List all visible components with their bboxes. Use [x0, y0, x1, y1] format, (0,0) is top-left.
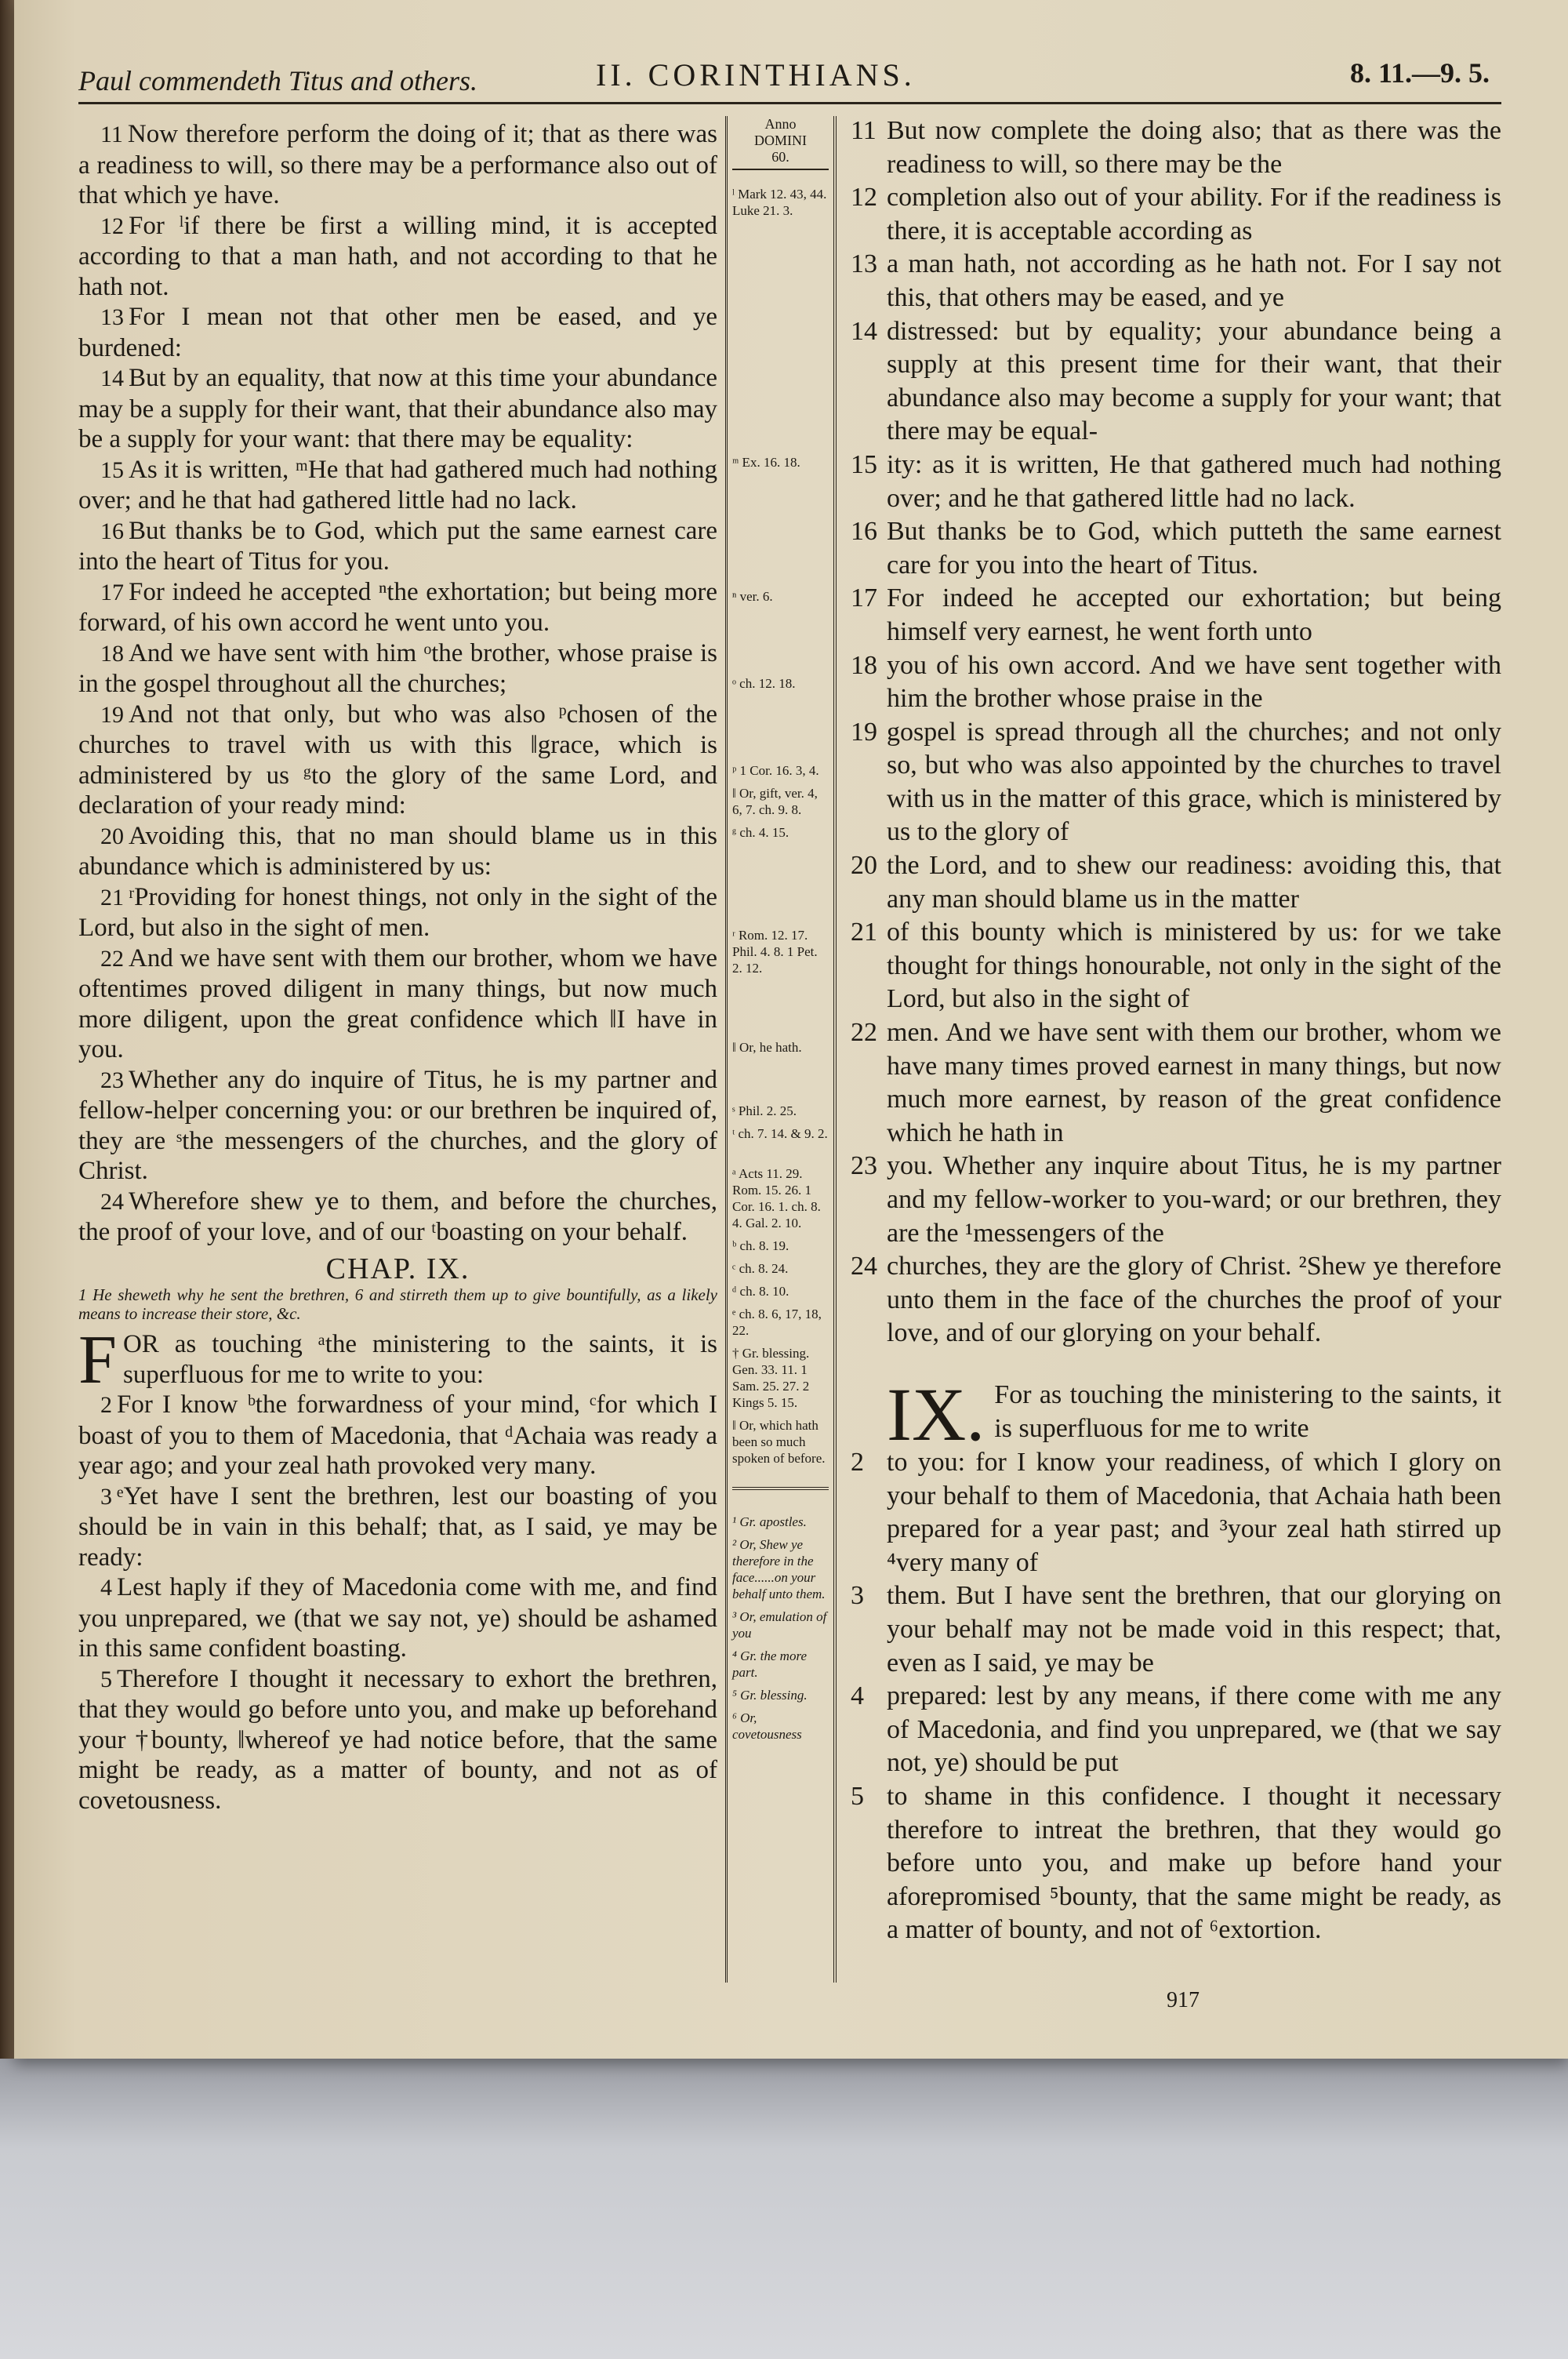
verse-14: [78, 363, 717, 455]
verse-text: you of his own accord. And we have sent together with him the brother whose praise in the: [887, 650, 1501, 714]
table-surface: [0, 2059, 1568, 2359]
verse-text: For I mean not that other men be eased, and ye burdened:: [78, 303, 717, 362]
verse-23: [78, 1065, 717, 1187]
verse-number: 23: [851, 1151, 877, 1181]
chapter-summary: 1 He sheweth why he sent the brethren, 6 and stirreth them up to give bountifully, as a likely means to increase their store, &c.: [78, 1285, 717, 1323]
verse-text: Now therefore perform the doing of it; that as there was a readiness to will, so there may be a performance also out of that which ye have.: [78, 120, 717, 209]
verse-3: [78, 1481, 717, 1573]
page-number: 917: [1167, 1988, 1200, 2012]
verse-15: [78, 455, 717, 516]
verse-text: But by an equality, that now at this time your abundance may be a supply for their want, that their abundance also may be a supply for your want: that there may be equality:: [78, 364, 717, 453]
verse-text: And we have sent with them our brother, whom we have oftentimes proved diligent in many things, but now much more diligent, upon the great confidence which ‖I have in you.: [78, 943, 717, 1063]
verse-text: distressed: but by equality; your abundance being a supply at this present time for their want, that their abundance also may become a supply for your want; that there may be equal-: [887, 316, 1501, 446]
verse-1: [851, 1379, 1501, 1446]
running-head-title: II. CORINTHIANS.: [596, 57, 916, 93]
margin-reference: ᵈ ch. 8. 10.: [732, 1284, 789, 1299]
verse-number: 4: [100, 1575, 112, 1601]
verse-text: churches, they are the glory of Christ. ²Shew ye therefore unto them in the face of the churches the proof of your love, and of our glorying on your behalf.: [887, 1252, 1501, 1348]
verse-14: [851, 315, 1501, 449]
verse-text: gospel is spread through all the churches; and not only so, but who was also appointed by the churches to travel with us in the matter of this grace, which is ministered by us to the glory of: [887, 717, 1501, 847]
verse-16: [851, 515, 1501, 582]
margin-reference: ‖ Or, gift, ver. 4, 6, 7. ch. 9. 8.: [732, 786, 818, 817]
verse-text: But thanks be to God, which put the same earnest care into the heart of Titus for you.: [78, 516, 717, 576]
footnote: ⁴ Gr. the more part.: [732, 1648, 807, 1680]
verse-text: For ˡif there be first a willing mind, it is accepted according to that a man hath, and not according to that he hath not.: [78, 211, 717, 301]
verse-11: [78, 119, 717, 211]
verse-text: Therefore I thought it necessary to exhort the brethren, that they would go before unto you, and make up beforehand your †bounty, ‖whereof ye had notice before, that the same might be ready, as a matter of bounty, and not as of covetousness.: [78, 1664, 717, 1815]
verse-text: But thanks be to God, which putteth the same earnest care for you into the heart of Titus.: [887, 517, 1501, 580]
year-label: 60.: [771, 149, 789, 165]
verse-11: [851, 114, 1501, 181]
verse-number: 17: [851, 583, 877, 613]
verse-23: [851, 1150, 1501, 1250]
verse-text: a man hath, not according as he hath not. For I say not this, that others may be eased, and ye: [887, 249, 1501, 312]
verse-4: [851, 1680, 1501, 1780]
margin-reference: ᵗ ch. 7. 14. & 9. 2.: [732, 1126, 828, 1141]
verse-text: ity: as it is written, He that gathered much had nothing over; and he that gathered little had no lack.: [887, 449, 1501, 513]
verse-number: 23: [100, 1067, 124, 1093]
verse-16: [78, 516, 717, 577]
verse-21: [851, 916, 1501, 1016]
verse-text: Whether any do inquire of Titus, he is my partner and fellow-helper concerning you: or our brethren be inquired of, they are ˢthe messengers of the churches, and the glory of Christ.: [78, 1065, 717, 1185]
margin-reference: ˢ Phil. 2. 25.: [732, 1103, 797, 1118]
verse-number: 17: [100, 579, 124, 605]
verse-text: you. Whether any inquire about Titus, he is my partner and my fellow-worker to you-ward; or our brethren, they are the ¹messengers of the: [887, 1151, 1501, 1248]
verse-20: [851, 849, 1501, 916]
verse-text: of this bounty which is ministered by us: for we take thought for things honourable, not only in the sight of the Lord, but also in the sight of: [887, 918, 1501, 1014]
chapter-heading: CHAP. IX.: [325, 1252, 470, 1285]
verse-number: 14: [100, 365, 124, 391]
verse-4: [78, 1572, 717, 1664]
verse-number: 14: [851, 316, 877, 346]
verse-5: [78, 1664, 717, 1816]
verse-text: to you: for I know your readiness, of which I glory on your behalf to them of Macedonia, that Achaia hath been prepared for a year past; and ³your zeal hath stirred up ⁴very many of: [887, 1447, 1501, 1577]
verse-number: 13: [851, 249, 877, 279]
verse-24: [851, 1250, 1501, 1350]
verse-text: For I know ᵇthe forwardness of your mind, ᶜfor which I boast of you to them of Macedonia, that ᵈAchaia was ready a year ago; and your zeal hath provoked very many.: [78, 1390, 717, 1480]
verse-22: [851, 1016, 1501, 1150]
margin-reference: ⁿ ver. 6.: [732, 589, 773, 604]
margin-reference: ᵉ ch. 8. 6, 17, 18, 22.: [732, 1307, 822, 1338]
verse-number: 22: [851, 1018, 877, 1048]
verse-number: 5: [100, 1666, 112, 1692]
verse-number: 24: [100, 1188, 124, 1215]
chapter-numeral: IX.: [887, 1378, 985, 1446]
verse-19: [78, 700, 717, 821]
verse-text: For indeed he accepted our exhortation; but being himself very earnest, he went forth unto: [887, 583, 1501, 646]
verse-text: And not that only, but who was also ᵖchosen of the churches to travel with us with this ‖grace, which is administered by us ᵍto the glory of the same Lord, and declaration of your ready mind:: [78, 700, 717, 820]
margin-reference: † Gr. blessing. Gen. 33. 11. 1 Sam. 25. 27. 2 Kings 5. 15.: [732, 1346, 810, 1410]
left-column-kjv: [78, 119, 717, 1986]
verse-number: 16: [100, 518, 124, 544]
verse-number: 21: [100, 884, 124, 911]
verse-number: 19: [851, 717, 877, 747]
verse-number: 12: [851, 183, 877, 213]
verse-number: 18: [851, 650, 877, 680]
verse-text: Avoiding this, that no man should blame us in this abundance which is administered by us:: [78, 821, 717, 881]
verse-1: [78, 1329, 717, 1390]
footnote: ⁶ Or, covetousness: [732, 1710, 802, 1742]
verse-number: 24: [851, 1252, 877, 1281]
margin-reference: ʳ Rom. 12. 17. Phil. 4. 8. 1 Pet. 2. 12.: [732, 928, 818, 976]
verse-13: [78, 302, 717, 363]
verse-text: to shame in this confidence. I thought it necessary therefore to intreat the brethren, that they would go before unto you, and make up before hand your aforepromised ⁵bounty, that the same might be ready, as a matter of bounty, and not of ⁶extortion.: [887, 1781, 1501, 1945]
margin-references: [725, 116, 837, 1983]
margin-reference: ˡ Mark 12. 43, 44. Luke 21. 3.: [732, 187, 827, 218]
running-head-left: Paul commendeth Titus and others.: [78, 65, 477, 96]
verse-number: 5: [851, 1781, 864, 1811]
verse-number: 21: [851, 918, 877, 947]
verse-18: [851, 649, 1501, 716]
margin-reference: ᵒ ch. 12. 18.: [732, 676, 796, 691]
anno-label: Anno: [764, 116, 797, 132]
margin-reference: ᵇ ch. 8. 19.: [732, 1238, 789, 1253]
verse-5: [851, 1780, 1501, 1947]
verse-number: 11: [851, 116, 877, 145]
verse-text: As it is written, ᵐHe that had gathered much had nothing over; and he that had gathered little had no lack.: [78, 455, 717, 514]
verse-24: [78, 1187, 717, 1248]
drop-cap: F: [78, 1329, 117, 1390]
anno-domini: [732, 116, 829, 170]
footnote-divider: [732, 1487, 829, 1490]
margin-reference: ᵐ Ex. 16. 18.: [732, 455, 800, 470]
verse-text: them. But I have sent the brethren, that our glorying on your behalf may not be made void in this respect; that, even as I said, ye may be: [887, 1581, 1501, 1677]
footnote: ² Or, Shew ye therefore in the face......on your behalf unto them.: [732, 1537, 826, 1601]
verse-number: 11: [100, 122, 123, 147]
verse-2: [851, 1446, 1501, 1579]
verse-number: 18: [100, 640, 124, 667]
verse-number: 3: [100, 1483, 112, 1510]
verse-number: 16: [851, 517, 877, 547]
verse-17: [78, 577, 717, 638]
verse-text: And we have sent with him ᵒthe brother, whose praise is in the gospel throughout all the churches;: [78, 638, 717, 698]
footnote: ³ Or, emulation of you: [732, 1609, 827, 1641]
verse-text: ʳProviding for honest things, not only in the sight of the Lord, but also in the sight of men.: [78, 882, 717, 942]
verse-21: [78, 882, 717, 943]
verse-3: [851, 1579, 1501, 1680]
verse-number: 22: [100, 945, 124, 972]
verse-number: 15: [851, 449, 877, 479]
verse-12: [78, 211, 717, 303]
verse-number: 13: [100, 304, 124, 330]
margin-reference: ᵖ 1 Cor. 16. 3, 4.: [732, 763, 819, 778]
verse-text: men. And we have sent with them our brother, whom we have many times proved earnest in many things, but now much more earnest, by reason of the great confidence which he hath in: [887, 1018, 1501, 1147]
verse-12: [851, 181, 1501, 248]
verse-number: 20: [100, 823, 124, 849]
running-head-reference: 8. 11.—9. 5.: [1350, 57, 1490, 89]
verse-text: Wherefore shew ye to them, and before the churches, the proof of your love, and of our ᵗboasting on your behalf.: [78, 1187, 717, 1246]
verse-number: 2: [100, 1392, 112, 1418]
verse-20: [78, 821, 717, 882]
verse-22: [78, 943, 717, 1065]
verse-18: [78, 638, 717, 700]
header-rule: [78, 102, 1501, 104]
verse-19: [851, 716, 1501, 849]
verse-text: prepared: lest by any means, if there come with me any of Macedonia, and find you unprepared, we (that we say not, ye) should be put: [887, 1681, 1501, 1778]
verse-text: the Lord, and to shew our readiness: avoiding this, that any man should blame us in the matter: [887, 851, 1501, 914]
verse-13: [851, 248, 1501, 314]
margin-reference: ᶜ ch. 8. 24.: [732, 1261, 789, 1276]
right-column-revised: [851, 114, 1501, 1981]
footnote: ⁵ Gr. blessing.: [732, 1688, 808, 1703]
verse-text: Lest haply if they of Macedonia come with me, and find you unprepared, we (that we say not, ye) should be ashamed in this same confident boasting.: [78, 1573, 717, 1663]
verse-number: 19: [100, 701, 124, 728]
verse-text: But now complete the doing also; that as there was the readiness to will, so there may be the: [887, 116, 1501, 179]
verse-number: 3: [851, 1581, 864, 1611]
footnote: ¹ Gr. apostles.: [732, 1514, 807, 1529]
verse-number: 12: [100, 213, 124, 239]
verse-number: 20: [851, 851, 877, 881]
verse-number: 4: [851, 1681, 864, 1711]
verse-2: [78, 1390, 717, 1481]
verse-number: 2: [851, 1447, 864, 1477]
margin-reference: ‖ Or, he hath.: [732, 1040, 802, 1055]
verse-text: ᵉYet have I sent the brethren, lest our boasting of you should be in vain in this behalf; that, as I said, ye may be ready:: [78, 1481, 717, 1572]
margin-reference: ᵍ ch. 4. 15.: [732, 825, 789, 840]
margin-reference: ‖ Or, which hath been so much spoken of before.: [732, 1418, 826, 1466]
domini-label: DOMINI: [754, 133, 807, 148]
verse-text: completion also out of your ability. For if the readiness is there, it is acceptable according as: [887, 183, 1501, 245]
verse-text: OR as touching ᵃthe ministering to the saints, it is superfluous for me to write to you:: [122, 1330, 717, 1389]
verse-text: For indeed he accepted ⁿthe exhortation; but being more forward, of his own accord he went unto you.: [78, 577, 717, 637]
verse-15: [851, 449, 1501, 515]
margin-reference: ᵃ Acts 11. 29. Rom. 15. 26. 1 Cor. 16. 1. ch. 8. 4. Gal. 2. 10.: [732, 1166, 821, 1230]
verse-number: 15: [100, 456, 124, 483]
verse-text: For as touching the ministering to the saints, it is superfluous for me to write: [994, 1379, 1501, 1443]
verse-17: [851, 582, 1501, 649]
